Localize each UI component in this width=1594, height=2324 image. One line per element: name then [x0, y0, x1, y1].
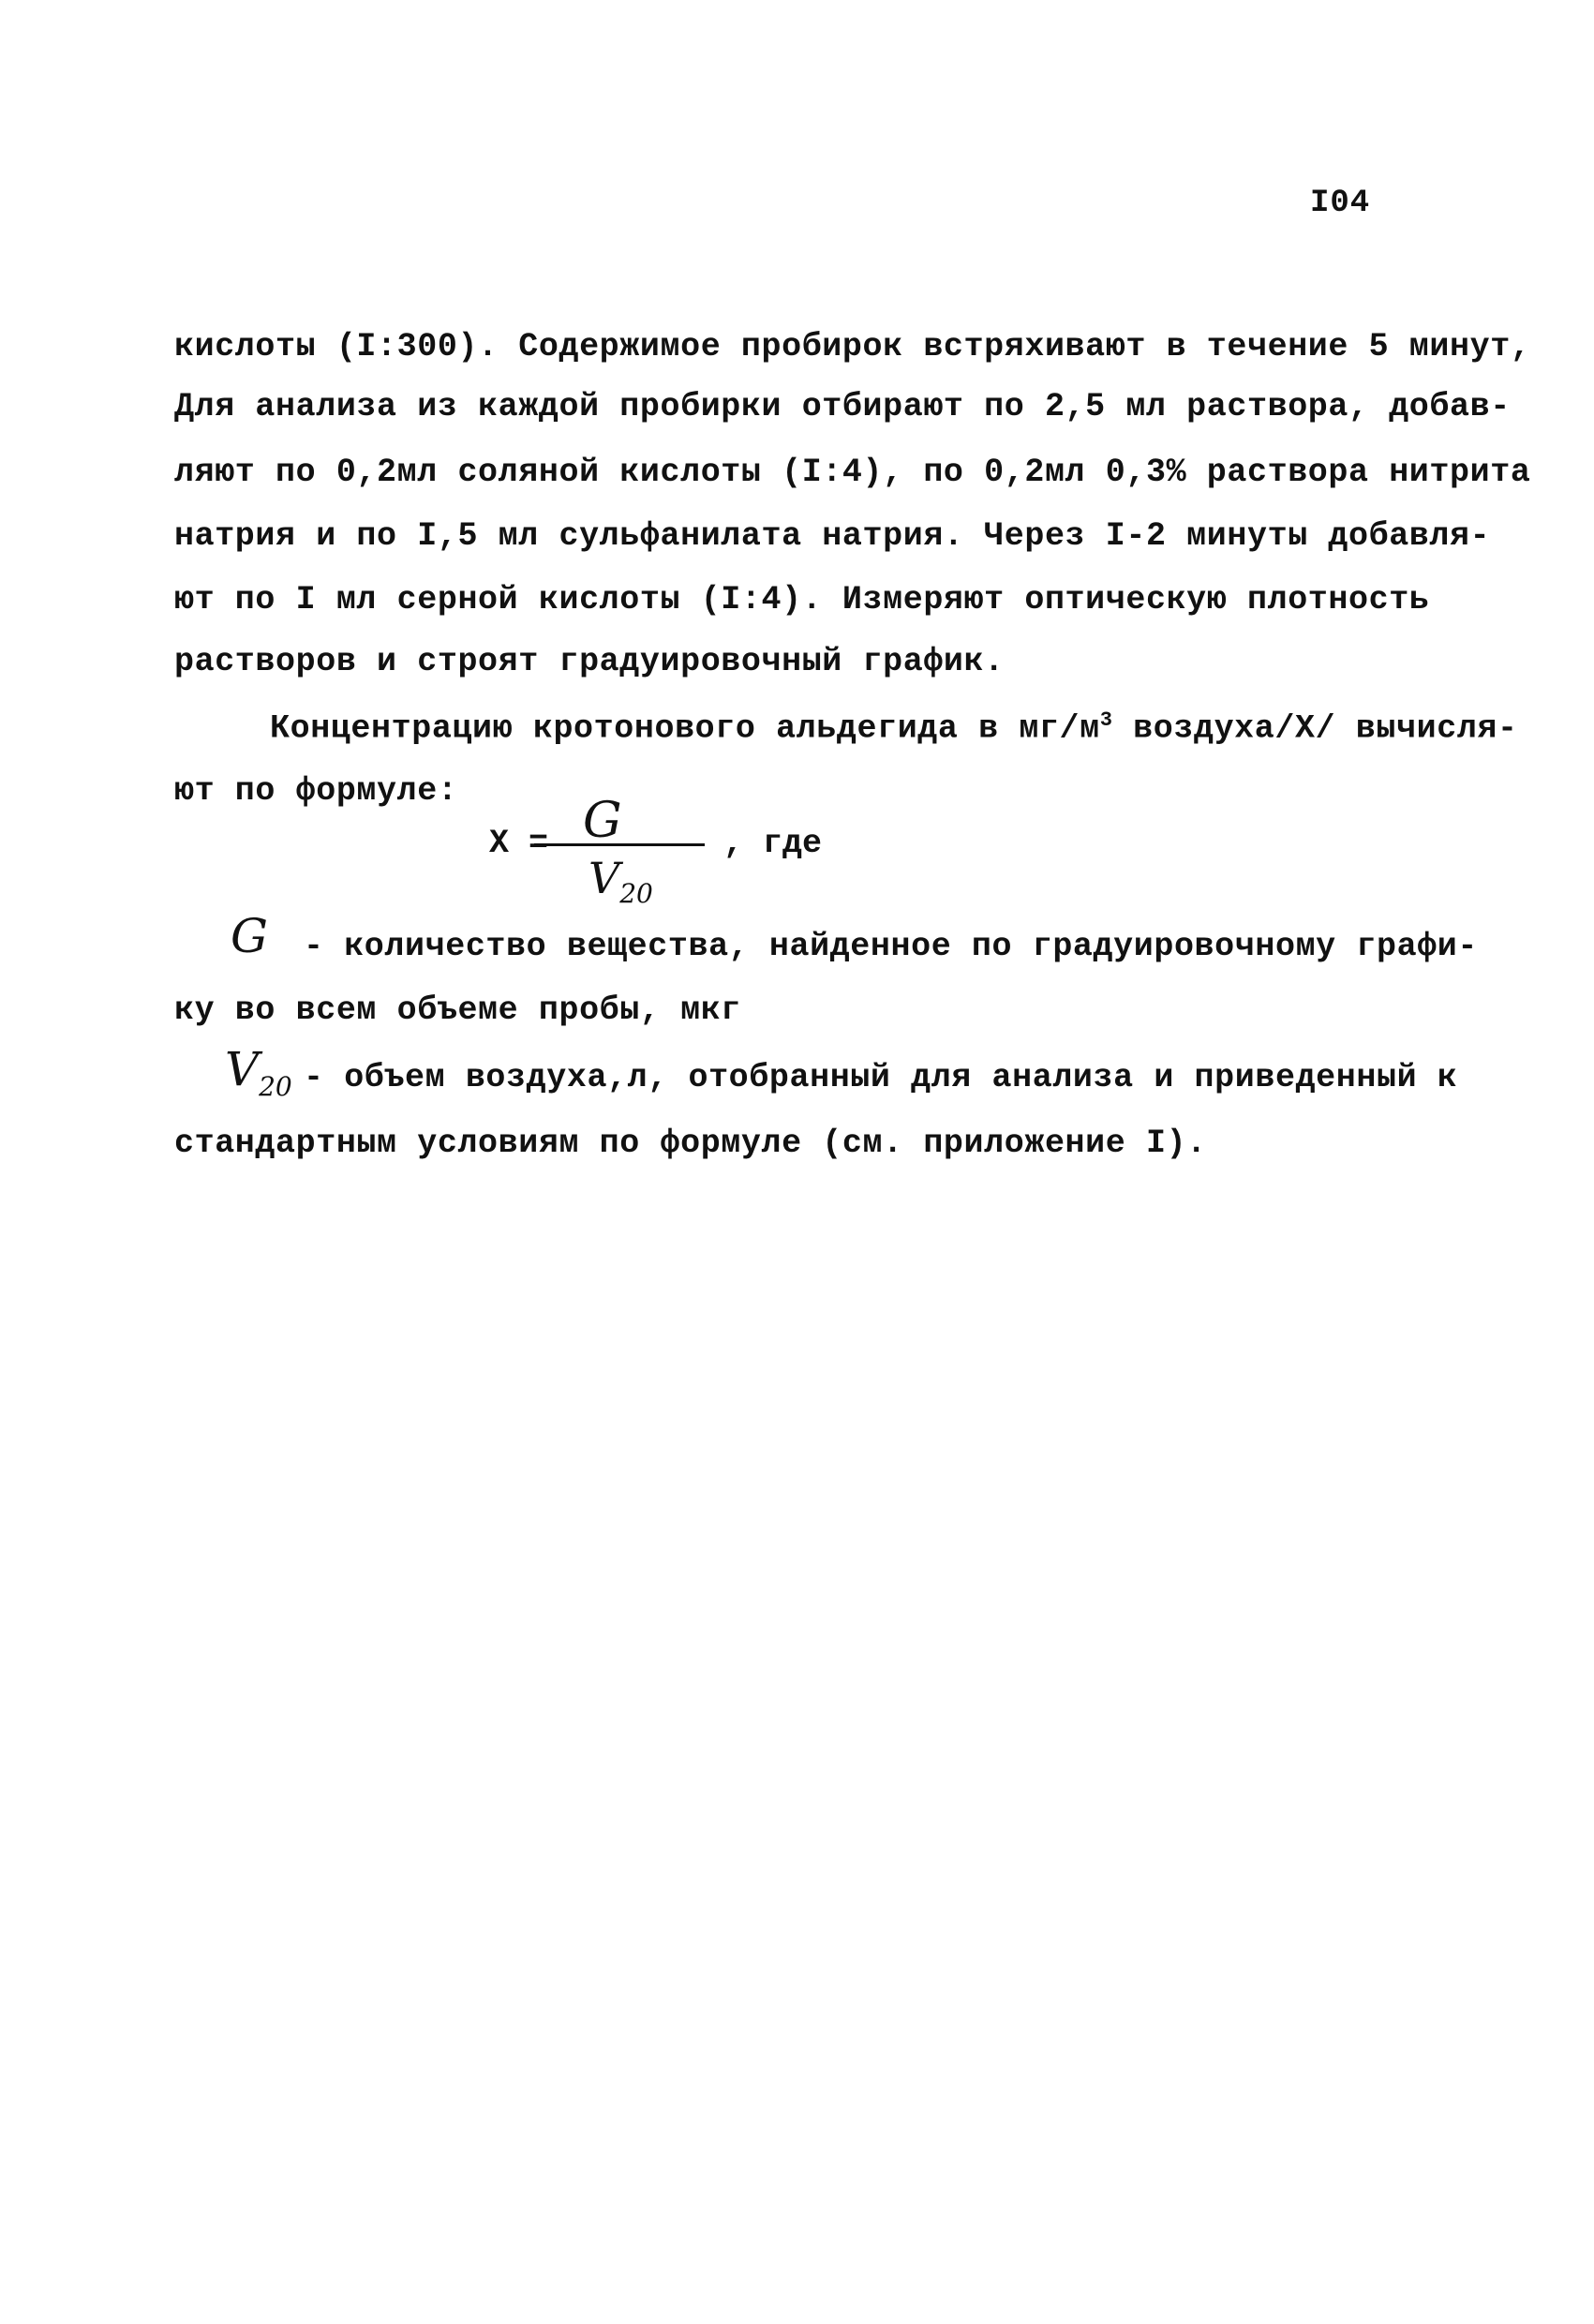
superscript: 3: [1099, 708, 1113, 732]
denominator-letter: V: [588, 853, 620, 903]
text-line: ку во всем объеме пробы, мкг: [174, 991, 741, 1029]
formula-suffix: , где: [723, 825, 823, 862]
formula-lhs: Х =: [489, 825, 549, 862]
text-line: стандартным условиям по формуле (см. приложение I).: [174, 1125, 1207, 1162]
v-symbol-subscript: 20: [259, 1071, 292, 1102]
text-line: [270, 708, 1518, 748]
v-symbol: [225, 1042, 292, 1102]
formula-numerator: G: [583, 793, 622, 849]
text-line: растворов и строят градуировочный график.: [174, 643, 1005, 680]
text-line: ляют по 0,2мл соляной кислоты (I:4), по 0,2мл 0,3% раствора нитрита: [174, 454, 1531, 491]
text-line: - объем воздуха,л, отобранный для анализа и приведенный к: [304, 1059, 1458, 1096]
formula-denominator: [588, 853, 653, 909]
text-line: Для анализа из каждой пробирки отбирают по 2,5 мл раствора, добав-: [174, 388, 1511, 425]
v-symbol-letter: V: [225, 1042, 260, 1096]
text-line: кислоты (I:300). Содержимое пробирок встряхивают в течение 5 минут,: [174, 328, 1531, 365]
text-line: ют по I мл серной кислоты (I:4). Измеряют оптическую плотность: [174, 581, 1430, 618]
denominator-subscript: 20: [619, 878, 653, 910]
text-line: - количество вещества, найденное по градуировочному графи-: [304, 928, 1478, 965]
g-symbol: G: [231, 909, 268, 963]
fraction-bar: [534, 843, 705, 846]
page-number: I04: [1310, 186, 1371, 221]
text-line: натрия и по I,5 мл сульфанилата натрия. Через I-2 минуты добавля-: [174, 517, 1491, 555]
text-line: ют по формуле:: [174, 772, 458, 810]
text-segment: Концентрацию кротонового альдегида в мг/м: [270, 709, 1100, 748]
text-segment: воздуха/Х/ вычисля-: [1112, 709, 1518, 748]
